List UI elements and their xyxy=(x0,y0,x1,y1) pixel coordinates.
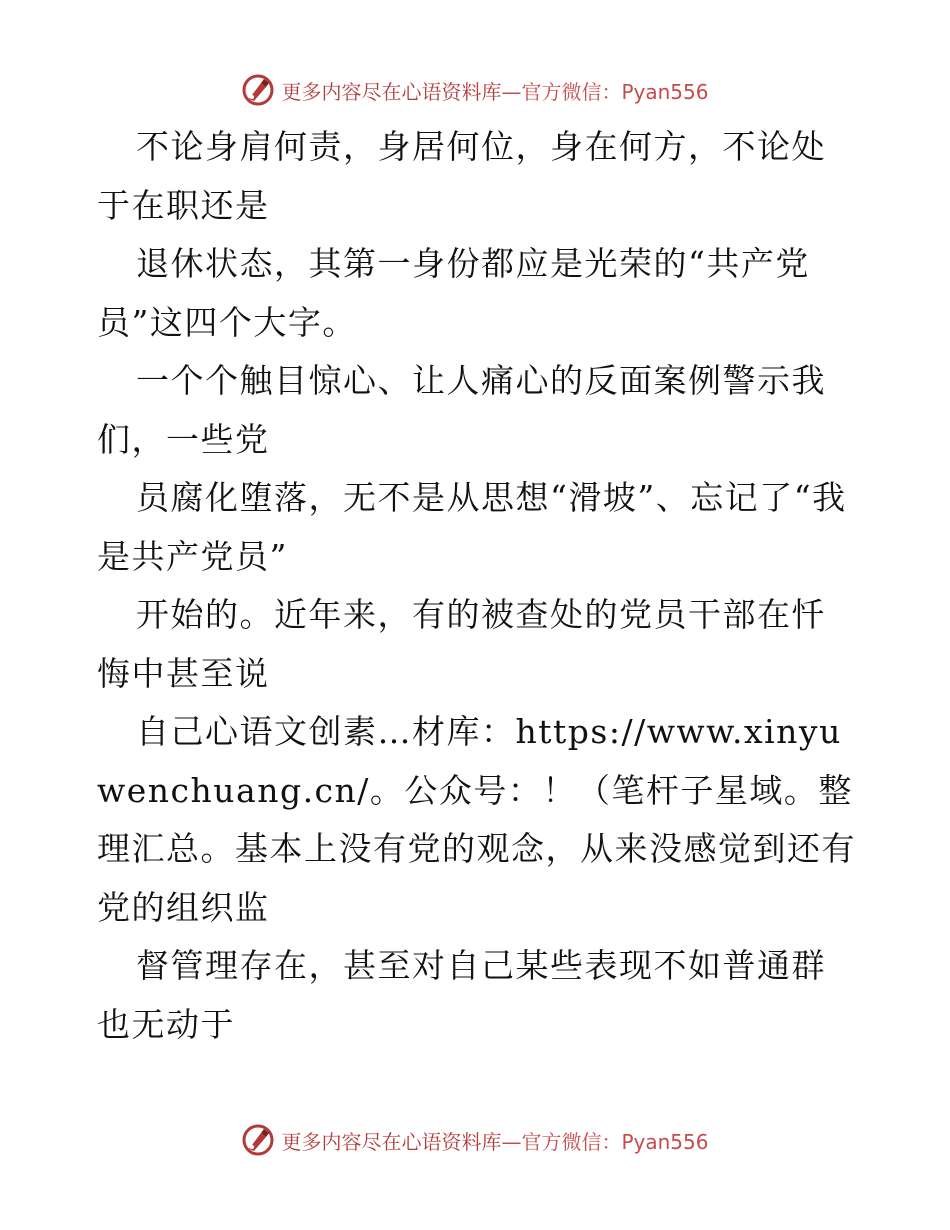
paragraph: 退休状态，其第一身份都应是光荣的“共产党员”这四个大字。 xyxy=(97,244,810,342)
paragraph: 自己心语文创素…材库：https://www.xinyuwenchuang.cn/。公众号：！（笔杆子星域。整理汇总。基本上没有党的观念，从来没感觉到还有党的组织监 xyxy=(97,712,856,927)
paragraph: 开始的。近年来，有的被查处的党员干部在忏悔中甚至说 xyxy=(97,595,826,693)
header-banner xyxy=(0,70,950,110)
pen-logo-icon xyxy=(241,1123,275,1157)
paragraph: 督管理存在，甚至对自己某些表现不如普通群也无动于 xyxy=(97,946,826,1044)
paragraph: 不论身肩何责，身居何位，身在何方，不论处于在职还是 xyxy=(97,127,826,225)
footer-banner-text: 更多内容尽在心语资料库—官方微信：Pyan556 xyxy=(281,1129,709,1154)
document-body xyxy=(97,118,857,1054)
paragraph: 一个个触目惊心、让人痛心的反面案例警示我们，一些党 xyxy=(97,361,826,459)
header-banner-text: 更多内容尽在心语资料库—官方微信：Pyan556 xyxy=(281,79,709,104)
pen-logo-icon xyxy=(241,73,275,107)
footer-banner xyxy=(0,1120,950,1160)
paragraph: 员腐化堕落，无不是从思想“滑坡”、忘记了“我是共产党员” xyxy=(97,478,847,576)
